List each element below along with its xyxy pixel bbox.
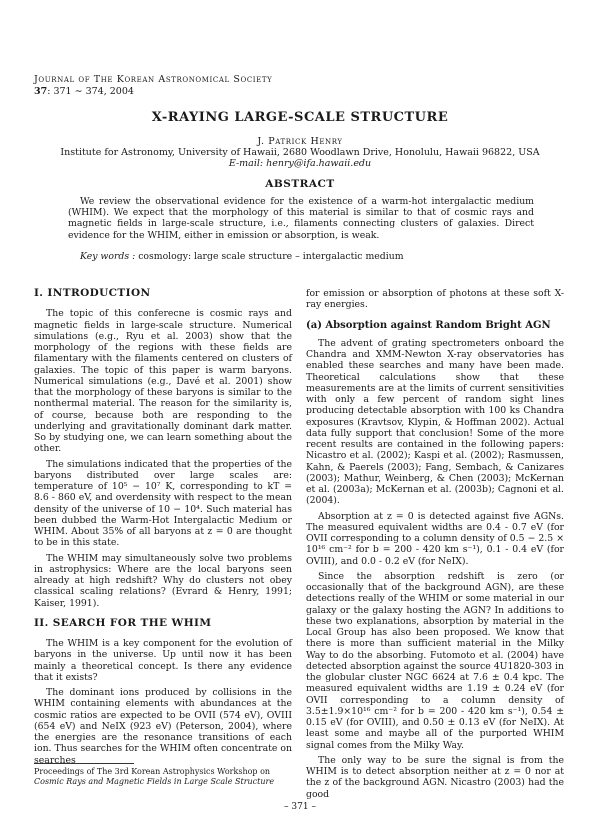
author-email: E-mail: henry@ifa.hawaii.edu [228, 158, 372, 169]
paragraph: The only way to be sure the signal is from the WHIM is to detect absorption neither at z = 0 nor at the z of the background AGN. Nicastro (2003) had the good [306, 754, 564, 800]
keywords-label: Key words : [80, 251, 136, 262]
keywords [68, 251, 534, 262]
journal-name [34, 74, 272, 85]
footnote-line: Proceedings of The 3rd Korean Astrophysics Workshop on [34, 767, 271, 776]
volume-number: 37 [34, 86, 48, 97]
abstract-text: We review the observational evidence for the existence of a warm-hot intergalactic medium (WHIM). We expect that the morphology of this material is similar to that of cosmic rays and magnetic fields in large-scale structure, i.e., filaments connecting clusters of galaxies. Direct evidence for the WHIM, either in emission or absorption, is weak. [68, 196, 534, 241]
keywords-text: cosmology: large scale structure – intergalactic medium [138, 251, 404, 262]
footnote-line: Cosmic Rays and Magnetic Fields in Large Scale Structure [34, 776, 275, 786]
paragraph: Since the absorption redshift is zero (or occasionally that of the background AGN), are these detections really of the WHIM or some material in our galaxy or the galaxy hosting the AGN? In additions to these two explanations, absorption by material in the Local Group has also been proposed. We know that there is more than sufficient material in the Milky Way to do the absorbing. Futomoto et al. (2004) have detected absorption against the source 4U1820-303 in the globular cluster NGC 6624 at 7.6 ± 0.4 kpc. The measured equivalent widths are 1.19 ± 0.24 eV (for OVII corresponding to a column density of 3.5±1.9×10¹⁶ cm⁻² for b = 200 - 420 km s⁻¹), 0.54 ± 0.15 eV (for OVIII), and 0.50 ± 0.13 eV (for NeIX). At least some and maybe all of the purported WHIM signal comes from the Milky Way. [306, 570, 564, 751]
volume-pages: : 371 ∼ 374, 2004 [47, 86, 134, 97]
paragraph: The simulations indicated that the properties of the baryons distributed over large scales are: temperature of 10⁵ − 10⁷ K, corresponding to kT = 8.6 - 860 eV, and overdensity with respect to the mean density of the universe of 10 − 10⁴. Such material has been dubbed the Warm-Hot Intergalactic Medium or WHIM. About 35% of all baryons at z = 0 are thought to be in this state. [34, 458, 292, 549]
paragraph: The dominant ions produced by collisions in the WHIM containing elements with abundances at the cosmic ratios are expected to be OVII (574 eV), OVIII (654 eV) and NeIX (923 eV) (Peterson, 2004), where the energies are the resonance transitions of each ion. Thus searches for the WHIM often concentrate on searches [34, 687, 292, 766]
journal-volume [34, 86, 134, 97]
page-number: – 371 – [284, 802, 316, 812]
journal-name-text: Journal of The Korean Astronomical Society [34, 74, 273, 85]
paper-title: X-RAYING LARGE-SCALE STRUCTURE [151, 110, 449, 125]
author-name: J. Patrick Henry [257, 136, 343, 147]
section-heading-search: II. SEARCH FOR THE WHIM [34, 616, 212, 629]
paragraph: The topic of this conferecne is cosmic rays and magnetic fields in large-scale structure. Numerical simulations (e.g., Ryu et al. 2003) show that the morphology of the regions with these fields are filamentary with the filaments centered on clusters of galaxies. The topic of this paper is warm baryons. Numerical simulations (e.g., Davé et al. 2001) show that the morphology of these baryons is similar to the nonthermal material. The reason for the similarity is, of course, because both are responding to the underlying and gravitationally dominant dark matter. So by studying one, we can learn something about the other. [34, 308, 292, 455]
subsection-heading: (a) Absorption against Random Bright AGN [306, 319, 551, 331]
paragraph-continuation: for emission or absorption of photons at these soft X-ray energies. [306, 288, 564, 311]
paragraph: Absorption at z = 0 is detected against five AGNs. The measured equivalent widths are 0.4 - 0.7 eV (for OVII corresponding to a column density of 0.5 − 2.5 × 10¹⁶ cm⁻² for b = 200 - 420 km s⁻¹), 0.1 - 0.4 eV (for OVIII), and 0.0 - 0.2 eV (for NeIX). [306, 510, 564, 567]
footnote [34, 767, 292, 786]
paragraph: The WHIM may simultaneously solve two problems in astrophysics: Where are the local baryons seen already at high redshift? Why do clusters not obey classical scaling relations? (Evrard & Henry, 1991; Kaiser, 1991). [34, 552, 292, 609]
paragraph: The WHIM is a key component for the evolution of baryons in the universe. Up until now it has been mainly a theoretical concept. Is there any evidence that it exists? [34, 638, 292, 683]
left-column [34, 288, 292, 770]
section-heading-introduction: I. INTRODUCTION [34, 287, 151, 299]
paragraph: The advent of grating spectrometers onboard the Chandra and XMM-Newton X-ray observatories has enabled these searches and many have been made. Theoretical calculations show that these measurements are at the limits of current sensitivities with only a few percent of random sight lines producing detectable absorption with 100 ks Chandra exposures (Kravtsov, Klypin, & Hoffman 2002). Actual data fully support that conclusion! Some of the more recent results are contained in the following papers: Nicastro et al. (2002); Kaspi et al. (2002); Rasmussen, Kahn, & Paerels (2003); Fang, Sembach, & Canizares (2003); Mathur, Weinberg, & Chen (2003); McKernan et al. (2003a); McKernan et al. (2003b); Cagnoni et al. (2004). [306, 337, 564, 507]
abstract-heading: ABSTRACT [265, 178, 335, 190]
author-institution: Institute for Astronomy, University of Hawaii, 2680 Woodlawn Drive, Honolulu, Hawaii 96822, USA [60, 147, 540, 158]
footnote-rule [34, 763, 134, 764]
right-column [306, 288, 564, 804]
